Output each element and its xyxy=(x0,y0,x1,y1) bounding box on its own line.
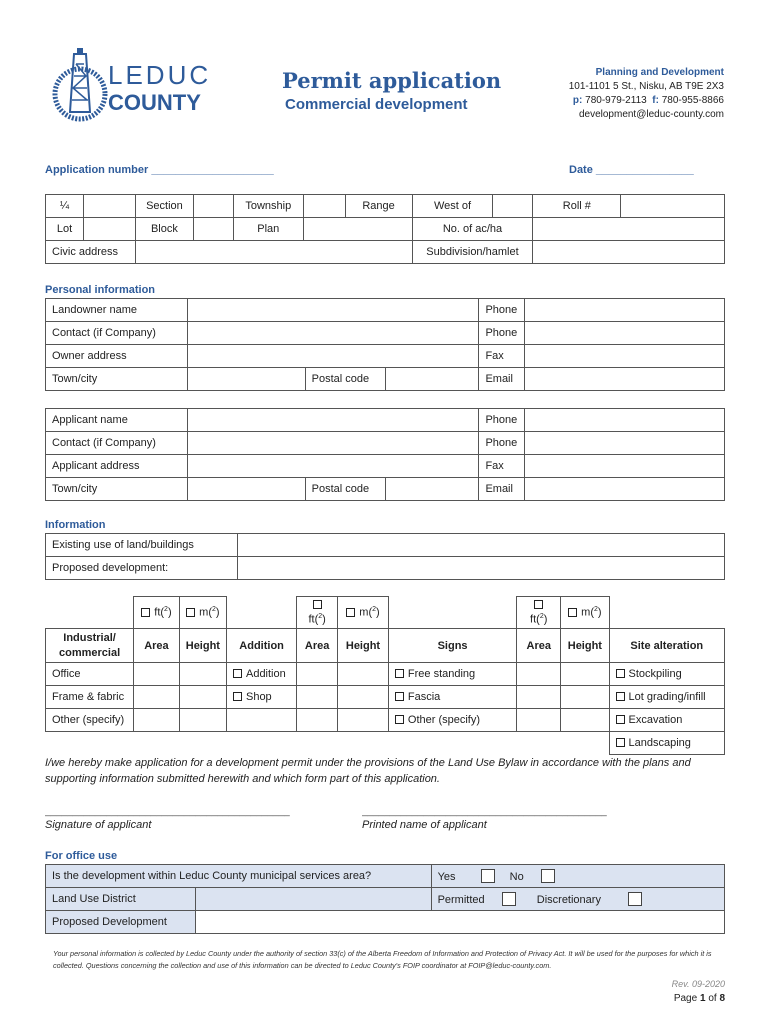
area-input[interactable] xyxy=(297,686,338,709)
contact-email[interactable]: development@leduc-county.com xyxy=(578,109,724,120)
checkbox-icon[interactable] xyxy=(395,715,404,724)
land-use-district-label: Land Use District xyxy=(46,888,196,911)
lot-input[interactable] xyxy=(83,218,135,241)
printed-name-line[interactable]: ____________________________________________ xyxy=(362,806,607,817)
permitted-label: Permitted xyxy=(437,894,485,906)
area-input[interactable] xyxy=(517,663,561,686)
postal-label: Postal code xyxy=(305,368,385,391)
sign-option[interactable]: Free standing xyxy=(388,663,516,686)
foip-notice: Your personal information is collected by Leduc County under the authority of section 33(c) of the Alberta Freedom of Information and Protection of Privacy Act. It will be used for the purposes for which it is collected. Questions concerning the collection and use of this information can be directed to Leduc County's FOIP coordinator at FOIP@leduc-county.com. xyxy=(53,949,712,970)
site-option[interactable]: Stockpiling xyxy=(609,663,724,686)
postal-label: Postal code xyxy=(305,478,385,501)
email-input[interactable] xyxy=(525,368,725,391)
height-input[interactable] xyxy=(561,663,609,686)
row-label: Other (specify) xyxy=(46,709,134,732)
fax-input[interactable] xyxy=(525,455,725,478)
addition-header: Addition xyxy=(226,629,296,663)
office-use-title: For office use xyxy=(45,850,118,862)
declaration-text: I/we hereby make application for a development permit under the provisions of the Land Use Bylaw in accordance with the plans and supporting information submitted herewith and which form part of this application. xyxy=(45,757,691,785)
area-header: Area xyxy=(517,629,561,663)
proposed-input[interactable] xyxy=(237,557,724,580)
contact-label: Contact (if Company) xyxy=(46,432,188,455)
town-input[interactable] xyxy=(187,478,305,501)
fax-label: Fax xyxy=(479,455,525,478)
yes-checkbox[interactable] xyxy=(481,869,495,883)
yes-label: Yes xyxy=(437,871,456,883)
phone-label: Phone xyxy=(479,299,525,322)
checkbox-icon[interactable] xyxy=(395,692,404,701)
site-alteration-header: Site alteration xyxy=(609,629,724,663)
phone-input[interactable] xyxy=(525,409,725,432)
subdivision-label: Subdivision/hamlet xyxy=(412,241,533,264)
phone-label: Phone xyxy=(479,322,525,345)
signature-label: Signature of applicant xyxy=(45,819,152,831)
proposed-development-input[interactable] xyxy=(195,911,724,934)
height-m-unit[interactable]: m($^2$) xyxy=(179,597,226,629)
block-input[interactable] xyxy=(193,218,233,241)
height-input[interactable] xyxy=(179,686,226,709)
checkbox-icon[interactable] xyxy=(233,692,242,701)
phone-label: Phone xyxy=(479,432,525,455)
signs-ft-unit[interactable]: ft($^2$) xyxy=(517,597,561,629)
phone-input[interactable] xyxy=(525,432,725,455)
email-label: Email xyxy=(479,478,525,501)
site-option[interactable]: Lot grading/infill xyxy=(609,686,724,709)
information-title: Information xyxy=(45,519,106,531)
plan-label: Plan xyxy=(233,218,303,241)
checkbox-icon[interactable] xyxy=(395,669,404,678)
logo-text-bottom: COUNTY xyxy=(108,90,201,115)
checkbox-icon[interactable] xyxy=(233,669,242,678)
permitted-checkbox[interactable] xyxy=(502,892,516,906)
civic-input[interactable] xyxy=(135,241,412,264)
owner-address-label: Owner address xyxy=(46,345,188,368)
revision: Rev. 09-2020 xyxy=(671,979,725,989)
area-input[interactable] xyxy=(134,686,180,709)
acres-label: No. of ac/ha xyxy=(412,218,533,241)
range-label: Range xyxy=(345,195,412,218)
owner-address-input[interactable] xyxy=(187,345,479,368)
site-option[interactable]: Excavation xyxy=(609,709,724,732)
phone-fax: p: 780-979-2113 f: 780-955-8866 xyxy=(572,95,724,106)
height-input[interactable] xyxy=(338,663,389,686)
phone-input[interactable] xyxy=(525,322,725,345)
area-input[interactable] xyxy=(517,709,561,732)
addition-option[interactable]: Shop xyxy=(226,686,296,709)
addition-option[interactable]: Addition xyxy=(226,663,296,686)
page-number: Page 1 of 8 xyxy=(673,993,725,1004)
row-label: Frame & fabric xyxy=(46,686,134,709)
west-of-input[interactable] xyxy=(493,195,533,218)
address: 101-1101 5 St., Nisku, AB T9E 2X3 xyxy=(568,81,724,92)
county-logo xyxy=(50,46,212,124)
discretionary-label: Discretionary xyxy=(536,894,601,906)
lot-label: Lot xyxy=(46,218,84,241)
height-input[interactable] xyxy=(179,709,226,732)
no-label: No xyxy=(509,871,524,883)
land-use-district-input[interactable] xyxy=(195,888,431,911)
email-input[interactable] xyxy=(525,478,725,501)
township-input[interactable] xyxy=(303,195,345,218)
contact-input[interactable] xyxy=(187,322,479,345)
checkbox-icon[interactable] xyxy=(186,608,195,617)
application-number[interactable]: Application number ____________________ xyxy=(45,164,274,176)
area-ft-unit[interactable]: ft($^2$) xyxy=(134,597,180,629)
applicant-input[interactable] xyxy=(187,409,479,432)
contact-label: Contact (if Company) xyxy=(46,322,188,345)
page-title: Permit application xyxy=(282,68,502,93)
signature-line[interactable]: ____________________________________________ xyxy=(45,806,290,817)
checkbox-icon[interactable] xyxy=(313,600,322,609)
land-location-table xyxy=(45,194,725,264)
applicant-table xyxy=(45,408,725,501)
township-label: Township xyxy=(233,195,303,218)
checkbox-icon[interactable] xyxy=(534,600,543,609)
height-input[interactable] xyxy=(561,709,609,732)
sign-option[interactable]: Fascia xyxy=(388,686,516,709)
proposed-development-label: Proposed Development xyxy=(46,911,196,934)
personal-info-title: Personal information xyxy=(45,284,156,296)
checkbox-icon[interactable] xyxy=(568,608,577,617)
checkbox-icon[interactable] xyxy=(346,608,355,617)
checkbox-icon[interactable] xyxy=(141,608,150,617)
height-input[interactable] xyxy=(338,709,389,732)
town-label: Town/city xyxy=(46,368,188,391)
addition-m-unit[interactable]: m($^2$) xyxy=(338,597,389,629)
area-input[interactable] xyxy=(517,686,561,709)
fax-input[interactable] xyxy=(525,345,725,368)
row-label: Office xyxy=(46,663,134,686)
landowner-table xyxy=(45,298,725,391)
information-table xyxy=(45,533,725,580)
signs-header: Signs xyxy=(388,629,516,663)
roll-label: Roll # xyxy=(533,195,621,218)
plan-input[interactable] xyxy=(303,218,412,241)
industrial-header: Industrial/ commercial xyxy=(46,629,134,663)
town-input[interactable] xyxy=(187,368,305,391)
section-label: Section xyxy=(135,195,193,218)
contact-input[interactable] xyxy=(187,432,479,455)
town-label: Town/city xyxy=(46,478,188,501)
checkbox-icon[interactable] xyxy=(616,738,625,747)
discretionary-checkbox[interactable] xyxy=(628,892,642,906)
subdivision-input[interactable] xyxy=(533,241,725,264)
applicant-address-label: Applicant address xyxy=(46,455,188,478)
addition-ft-unit[interactable]: ft($^2$) xyxy=(297,597,338,629)
existing-use-input[interactable] xyxy=(237,534,724,557)
signs-m-unit[interactable]: m($^2$) xyxy=(561,597,609,629)
checkbox-icon[interactable] xyxy=(616,692,625,701)
area-input[interactable] xyxy=(297,663,338,686)
area-input[interactable] xyxy=(134,663,180,686)
page-subtitle: Commercial development xyxy=(285,96,468,113)
yes-no-options xyxy=(431,865,724,888)
date-field[interactable]: Date ________________ xyxy=(569,164,694,176)
logo-text-top: LEDUC xyxy=(108,60,212,90)
contact-block xyxy=(569,66,724,122)
dept-name: Planning and Development xyxy=(595,67,724,78)
height-header: Height xyxy=(561,629,609,663)
block-label: Block xyxy=(135,218,193,241)
no-checkbox[interactable] xyxy=(541,869,555,883)
height-input[interactable] xyxy=(561,686,609,709)
email-label: Email xyxy=(479,368,525,391)
existing-use-label: Existing use of land/buildings xyxy=(46,534,238,557)
height-header: Height xyxy=(338,629,389,663)
section-input[interactable] xyxy=(193,195,233,218)
height-header: Height xyxy=(179,629,226,663)
postal-input[interactable] xyxy=(385,368,479,391)
site-option[interactable]: Landscaping xyxy=(609,732,724,755)
acres-input[interactable] xyxy=(533,218,725,241)
area-header: Area xyxy=(134,629,180,663)
quarter-label: ¼ xyxy=(46,195,84,218)
checkbox-icon[interactable] xyxy=(616,669,625,678)
civic-label: Civic address xyxy=(46,241,136,264)
roll-input[interactable] xyxy=(621,195,725,218)
office-use-table xyxy=(45,864,725,934)
quarter-input[interactable] xyxy=(83,195,135,218)
phone-input[interactable] xyxy=(525,299,725,322)
proposed-label: Proposed development: xyxy=(46,557,238,580)
sign-option[interactable]: Other (specify) xyxy=(388,709,516,732)
development-grid xyxy=(45,596,725,755)
printed-name-label: Printed name of applicant xyxy=(362,819,487,831)
landowner-input[interactable] xyxy=(187,299,479,322)
addition-input[interactable] xyxy=(226,709,296,732)
applicant-label: Applicant name xyxy=(46,409,188,432)
west-of-label: West of xyxy=(412,195,493,218)
area-header: Area xyxy=(297,629,338,663)
checkbox-icon[interactable] xyxy=(616,715,625,724)
landowner-label: Landowner name xyxy=(46,299,188,322)
postal-input[interactable] xyxy=(385,478,479,501)
area-input[interactable] xyxy=(134,709,180,732)
area-input[interactable] xyxy=(297,709,338,732)
height-input[interactable] xyxy=(338,686,389,709)
height-input[interactable] xyxy=(179,663,226,686)
municipal-services-question: Is the development within Leduc County municipal services area? xyxy=(46,865,432,888)
phone-label: Phone xyxy=(479,409,525,432)
oil-derrick-icon xyxy=(50,46,110,124)
applicant-address-input[interactable] xyxy=(187,455,479,478)
permit-type-options xyxy=(431,888,724,911)
fax-label: Fax xyxy=(479,345,525,368)
